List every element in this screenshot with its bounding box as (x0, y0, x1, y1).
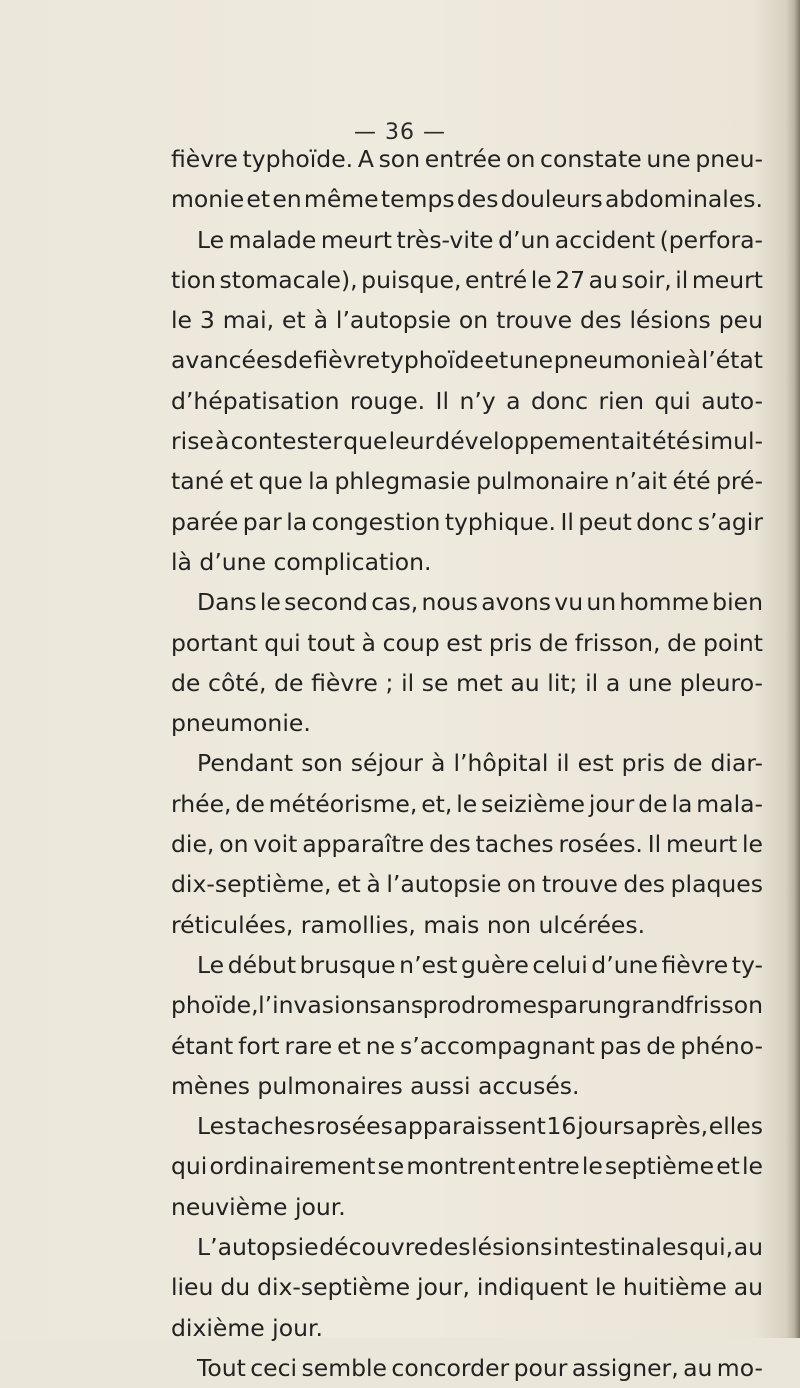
text-line: tané et que la phlegmasie pulmonaire n’ait été pré- (171, 467, 763, 496)
text-line: mènes pulmonaires aussi accusés. (171, 1071, 580, 1100)
text-line: die, on voit apparaître des taches rosées. Il meurt le (171, 830, 763, 859)
text-line: de côté, de fièvre ; il se met au lit; il a une pleuro- (171, 668, 763, 697)
text-line: qui ordinairement se montrent entre le septième et le (171, 1152, 763, 1181)
text-line: phoïde, l’invasion sans prodromes par un grand frisson (171, 991, 763, 1020)
text-line: tion stomacale), puisque, entré le 27 au soir, il meurt (171, 265, 763, 294)
text-line: portant qui tout à coup est pris de frisson, de point (171, 628, 763, 657)
text-line: rhée, de météorisme, et, le seizième jour de la mala- (171, 789, 763, 818)
text-line: dixième jour. (171, 1313, 323, 1342)
text-line: d’hépatisation rouge. Il n’y a donc rien qui auto- (171, 386, 763, 415)
page-number: — 36 — (354, 120, 446, 145)
text-line: lieu du dix-septième jour, indiquent le huitième au (171, 1273, 763, 1302)
text-line: L’autopsie découvre des lésions intestinales qui, au (197, 1233, 763, 1262)
page-edge-shadow (786, 0, 800, 1338)
text-line: rise à contester que leur développement ait été simul- (171, 427, 763, 456)
text-line: dix-septième, et à l’autopsie on trouve des plaques (171, 870, 763, 899)
text-line: monie et en même temps des douleurs abdominales. (171, 185, 763, 214)
text-line: fièvre typhoïde. A son entrée on constate une pneu- (171, 145, 763, 173)
text-line: parée par la congestion typhique. Il peut donc s’agir (171, 507, 763, 536)
text-line: Le début brusque n’est guère celui d’une fièvre ty- (197, 950, 763, 979)
text-line: Le malade meurt très-vite d’un accident (perfora- (197, 225, 763, 254)
body-text (171, 139, 763, 1388)
text-line: là d’une complication. (171, 547, 432, 576)
text-line: réticulées, ramollies, mais non ulcérées. (171, 910, 646, 939)
text-line: le 3 mai, et à l’autopsie on trouve des lésions peu (171, 306, 763, 335)
text-line: étant fort rare et ne s’accompagnant pas de phéno- (171, 1031, 763, 1060)
text-line: neuvième jour. (171, 1192, 346, 1221)
text-line: Les taches rosées apparaissent 16 jours après, elles (197, 1112, 763, 1141)
text-line: Pendant son séjour à l’hôpital il est pris de diar- (197, 749, 763, 778)
text-line: pneumonie. (171, 709, 311, 738)
text-line: Tout ceci semble concorder pour assigner, au mo- (197, 1353, 763, 1382)
text-line: avancées de fièvre typhoïde et une pneumonie à l’état (171, 346, 763, 375)
text-line: Dans le second cas, nous avons vu un homme bien (197, 588, 763, 617)
